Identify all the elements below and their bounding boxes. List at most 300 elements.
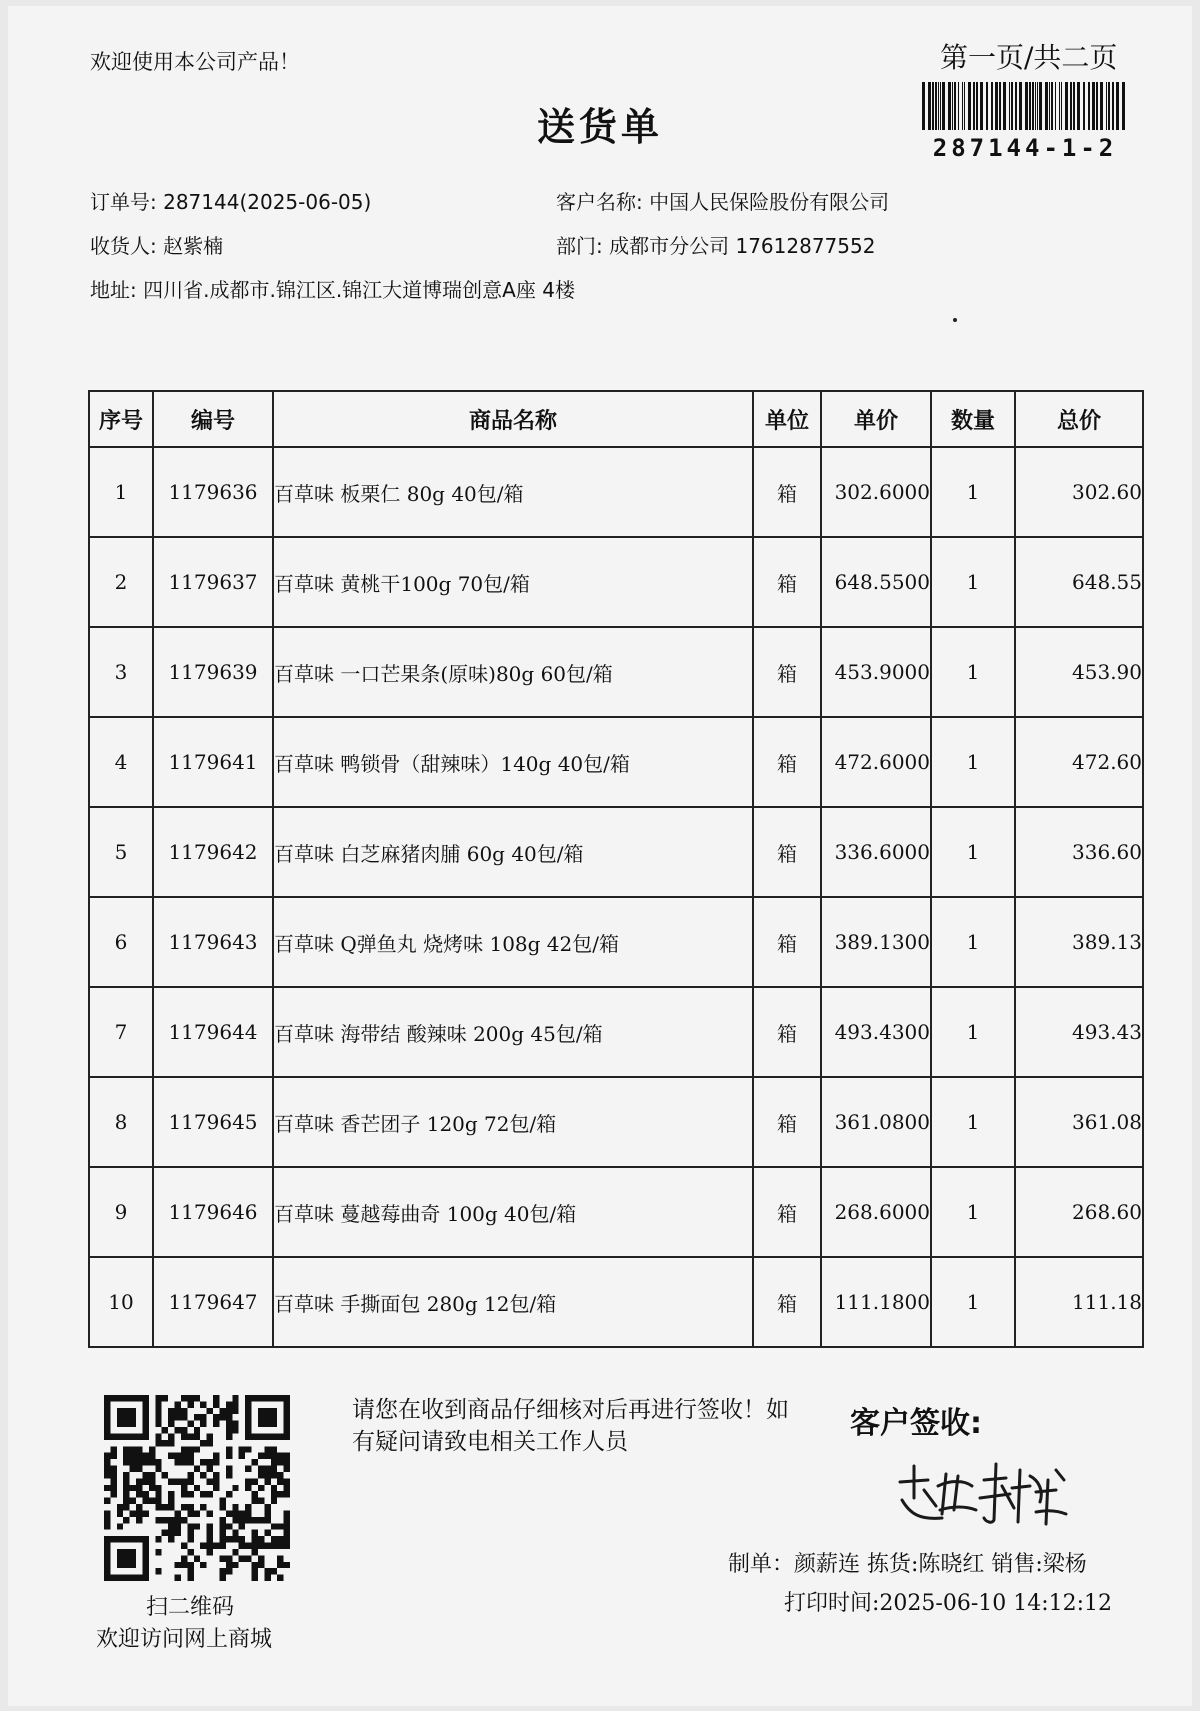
qr-module [142, 1408, 148, 1414]
qr-module [110, 1433, 116, 1439]
cell-unit: 箱 [753, 807, 821, 897]
qr-module [175, 1414, 181, 1420]
table-row [89, 897, 1143, 987]
qr-module [104, 1549, 110, 1555]
qr-module [104, 1517, 110, 1523]
qr-module [117, 1510, 123, 1516]
qr-module [136, 1517, 142, 1523]
qr-module [284, 1478, 290, 1484]
cell-index: 9 [89, 1167, 153, 1257]
qr-module [168, 1453, 174, 1459]
qr-module [258, 1536, 264, 1542]
cell-index: 10 [89, 1257, 153, 1347]
qr-module [219, 1543, 225, 1549]
qr-module [104, 1414, 110, 1420]
qr-module [136, 1446, 142, 1452]
qr-module [284, 1510, 290, 1516]
qr-module [284, 1517, 290, 1523]
qr-module [277, 1472, 283, 1478]
qr-module [130, 1446, 136, 1452]
qr-module [142, 1536, 148, 1542]
qr-module [123, 1459, 129, 1465]
cell-product-name: 百草味 香芒团子 120g 72包/箱 [273, 1077, 753, 1167]
qr-module [123, 1498, 129, 1504]
qr-module [104, 1401, 110, 1407]
cell-unit-price: 472.6000 [821, 717, 931, 807]
qr-module [155, 1504, 161, 1510]
address-label: 地址: [90, 278, 137, 302]
qr-module [162, 1504, 168, 1510]
qr-module [175, 1562, 181, 1568]
table-header-row [89, 391, 1143, 447]
qr-module [136, 1395, 142, 1401]
qr-module [142, 1562, 148, 1568]
qr-module [284, 1459, 290, 1465]
cell-quantity: 1 [931, 1257, 1015, 1347]
qr-module [123, 1549, 129, 1555]
qr-module [284, 1401, 290, 1407]
qr-module [264, 1446, 270, 1452]
qr-module [123, 1504, 129, 1510]
qr-module [207, 1549, 213, 1555]
handwritten-signature [880, 1440, 1090, 1540]
qr-module [142, 1575, 148, 1581]
qr-module [232, 1408, 238, 1414]
qr-module [226, 1414, 232, 1420]
qr-module [207, 1523, 213, 1529]
qr-module [245, 1421, 251, 1427]
qr-module [110, 1536, 116, 1542]
qr-module [271, 1485, 277, 1491]
qr-module [200, 1414, 206, 1420]
qr-module [200, 1504, 206, 1510]
qr-module [123, 1491, 129, 1497]
qr-module [245, 1414, 251, 1420]
qr-module [194, 1427, 200, 1433]
qr-module [245, 1510, 251, 1516]
cell-code: 1179646 [153, 1167, 273, 1257]
qr-module [187, 1568, 193, 1574]
qr-module [207, 1510, 213, 1516]
qr-module [142, 1478, 148, 1484]
qr-module [155, 1401, 161, 1407]
cell-index: 8 [89, 1077, 153, 1167]
qr-module [123, 1485, 129, 1491]
cell-quantity: 1 [931, 897, 1015, 987]
qr-module [136, 1453, 142, 1459]
qr-module [264, 1453, 270, 1459]
qr-module [175, 1517, 181, 1523]
qr-module [264, 1543, 270, 1549]
qr-module [245, 1427, 251, 1433]
cell-unit: 箱 [753, 1167, 821, 1257]
qr-module [264, 1421, 270, 1427]
qr-module [219, 1504, 225, 1510]
qr-module [117, 1549, 123, 1555]
qr-module [252, 1575, 258, 1581]
qr-module [200, 1472, 206, 1478]
qr-module [284, 1433, 290, 1439]
cell-quantity: 1 [931, 1167, 1015, 1257]
qr-module [207, 1466, 213, 1472]
qr-module [187, 1433, 193, 1439]
qr-module [155, 1433, 161, 1439]
qr-module [130, 1485, 136, 1491]
qr-module [175, 1427, 181, 1433]
qr-module [142, 1401, 148, 1407]
qr-module [110, 1466, 116, 1472]
cell-unit: 箱 [753, 537, 821, 627]
qr-module [239, 1510, 245, 1516]
qr-module [149, 1453, 155, 1459]
qr-code-image [104, 1395, 290, 1581]
cell-quantity: 1 [931, 627, 1015, 717]
cell-product-name: 百草味 鸭锁骨（甜辣味）140g 40包/箱 [273, 717, 753, 807]
cell-total: 648.55 [1015, 537, 1143, 627]
qr-module [284, 1453, 290, 1459]
qr-module [136, 1510, 142, 1516]
qr-module [181, 1562, 187, 1568]
qr-module [149, 1472, 155, 1478]
qr-module [187, 1453, 193, 1459]
qr-module [155, 1408, 161, 1414]
qr-module [271, 1568, 277, 1574]
qr-module [213, 1414, 219, 1420]
qr-module [168, 1498, 174, 1504]
qr-module [252, 1498, 258, 1504]
qr-module [207, 1543, 213, 1549]
qr-module [110, 1395, 116, 1401]
qr-module [258, 1543, 264, 1549]
receiver-value: 赵紫楠 [163, 234, 224, 258]
qr-module [194, 1523, 200, 1529]
qr-module [168, 1517, 174, 1523]
qr-module [264, 1510, 270, 1516]
qr-module [123, 1478, 129, 1484]
customer-field [556, 186, 889, 215]
department-value: 成都市分公司 17612877552 [609, 234, 876, 258]
qr-module [245, 1543, 251, 1549]
cell-unit: 箱 [753, 627, 821, 717]
qr-module [117, 1536, 123, 1542]
qr-module [232, 1395, 238, 1401]
qr-module [110, 1485, 116, 1491]
cell-code: 1179637 [153, 537, 273, 627]
cell-unit: 箱 [753, 447, 821, 537]
cell-product-name: 百草味 海带结 酸辣味 200g 45包/箱 [273, 987, 753, 1077]
qr-module [258, 1472, 264, 1478]
qr-module [110, 1446, 116, 1452]
qr-module [117, 1523, 123, 1529]
department-field [556, 230, 875, 259]
qr-module [155, 1536, 161, 1542]
qr-module [258, 1562, 264, 1568]
qr-module [123, 1472, 129, 1478]
staff-info: 制单：颜薪连 拣货:陈晓红 销售:梁杨 [728, 1552, 1087, 1577]
qr-module [252, 1562, 258, 1568]
qr-module [168, 1421, 174, 1427]
cell-unit-price: 361.0800 [821, 1077, 931, 1167]
qr-module [271, 1433, 277, 1439]
qr-module [258, 1395, 264, 1401]
qr-module [226, 1555, 232, 1561]
order-number-field [90, 186, 371, 215]
qr-module [168, 1440, 174, 1446]
qr-module [130, 1395, 136, 1401]
qr-module [130, 1466, 136, 1472]
page-info: 第一页/共二页 [940, 41, 1118, 74]
qr-module [123, 1453, 129, 1459]
qr-module [175, 1575, 181, 1581]
qr-module [252, 1478, 258, 1484]
qr-module [136, 1485, 142, 1491]
cell-product-name: 百草味 白芝麻猪肉脯 60g 40包/箱 [273, 807, 753, 897]
qr-module [264, 1575, 270, 1581]
qr-module [187, 1395, 193, 1401]
table-row [89, 1077, 1143, 1167]
qr-module [194, 1485, 200, 1491]
qr-module [194, 1510, 200, 1516]
qr-module [104, 1395, 110, 1401]
qr-module [277, 1555, 283, 1561]
qr-module [162, 1427, 168, 1433]
qr-module [207, 1408, 213, 1414]
qr-module [175, 1408, 181, 1414]
qr-module [142, 1555, 148, 1561]
qr-module [277, 1575, 283, 1581]
qr-module [181, 1408, 187, 1414]
qr-module [252, 1517, 258, 1523]
qr-module [155, 1421, 161, 1427]
cell-quantity: 1 [931, 807, 1015, 897]
qr-module [264, 1414, 270, 1420]
qr-module [117, 1421, 123, 1427]
qr-module [104, 1485, 110, 1491]
qr-module [194, 1433, 200, 1439]
qr-module [175, 1478, 181, 1484]
cell-index: 3 [89, 627, 153, 717]
qr-module [175, 1453, 181, 1459]
table-row [89, 447, 1143, 537]
qr-module [117, 1504, 123, 1510]
qr-module [142, 1427, 148, 1433]
qr-module [271, 1414, 277, 1420]
qr-module [213, 1478, 219, 1484]
qr-module [155, 1395, 161, 1401]
qr-module [277, 1523, 283, 1529]
qr-module [136, 1575, 142, 1581]
qr-module [104, 1575, 110, 1581]
qr-module [136, 1459, 142, 1465]
header-unit: 单位 [753, 391, 821, 447]
qr-module [155, 1491, 161, 1497]
customer-label: 客户名称: [556, 190, 643, 214]
cell-index: 5 [89, 807, 153, 897]
cell-unit-price: 453.9000 [821, 627, 931, 717]
cell-total: 389.13 [1015, 897, 1143, 987]
qr-module [219, 1414, 225, 1420]
qr-module [117, 1395, 123, 1401]
qr-module [104, 1498, 110, 1504]
cell-total: 336.60 [1015, 807, 1143, 897]
qr-module [142, 1414, 148, 1420]
qr-module [264, 1395, 270, 1401]
stray-dot [953, 318, 957, 322]
cell-total: 453.90 [1015, 627, 1143, 717]
qr-module [181, 1395, 187, 1401]
receipt-notice: 请您在收到商品仔细核对后再进行签收！如有疑问请致电相关工作人员 [352, 1397, 789, 1455]
qr-module [226, 1453, 232, 1459]
qr-module [187, 1401, 193, 1407]
qr-module [104, 1555, 110, 1561]
cell-code: 1179642 [153, 807, 273, 897]
qr-module [271, 1459, 277, 1465]
qr-module [252, 1459, 258, 1465]
header-code: 编号 [153, 391, 273, 447]
qr-module [245, 1555, 251, 1561]
qr-module [175, 1510, 181, 1516]
qr-module [271, 1466, 277, 1472]
qr-module [252, 1543, 258, 1549]
qr-module [226, 1408, 232, 1414]
qr-module [232, 1427, 238, 1433]
qr-module [155, 1568, 161, 1574]
qr-module [239, 1543, 245, 1549]
qr-module [245, 1446, 251, 1452]
qr-module [245, 1466, 251, 1472]
qr-module [194, 1555, 200, 1561]
qr-module [277, 1459, 283, 1465]
qr-module [284, 1536, 290, 1542]
qr-module [142, 1498, 148, 1504]
qr-module [271, 1491, 277, 1497]
qr-module [175, 1523, 181, 1529]
cell-unit-price: 493.4300 [821, 987, 931, 1077]
qr-module [155, 1498, 161, 1504]
qr-module [232, 1549, 238, 1555]
qr-module [123, 1536, 129, 1542]
qr-module [168, 1408, 174, 1414]
qr-module [213, 1421, 219, 1427]
qr-module [181, 1543, 187, 1549]
qr-module [104, 1433, 110, 1439]
qr-module [226, 1401, 232, 1407]
qr-module [123, 1575, 129, 1581]
qr-module [187, 1530, 193, 1536]
cell-code: 1179639 [153, 627, 273, 717]
qr-module [136, 1536, 142, 1542]
qr-module [271, 1498, 277, 1504]
qr-module [104, 1510, 110, 1516]
qr-module [110, 1478, 116, 1484]
qr-module [245, 1408, 251, 1414]
qr-module [168, 1530, 174, 1536]
qr-module [130, 1549, 136, 1555]
address-field [90, 274, 575, 303]
qr-module [271, 1543, 277, 1549]
qr-module [284, 1485, 290, 1491]
qr-module [168, 1523, 174, 1529]
qr-module [284, 1543, 290, 1549]
header-unit-price: 单价 [821, 391, 931, 447]
qr-module [245, 1433, 251, 1439]
cell-product-name: 百草味 手撕面包 280g 12包/箱 [273, 1257, 753, 1347]
qr-module [104, 1466, 110, 1472]
qr-module [181, 1485, 187, 1491]
qr-module [258, 1414, 264, 1420]
qr-module [264, 1466, 270, 1472]
qr-module [104, 1459, 110, 1465]
qr-module [110, 1472, 116, 1478]
cell-index: 6 [89, 897, 153, 987]
qr-module [232, 1562, 238, 1568]
qr-module [226, 1562, 232, 1568]
qr-module [277, 1478, 283, 1484]
qr-module [104, 1562, 110, 1568]
header-index: 序号 [89, 391, 153, 447]
print-time: 打印时间:2025-06-10 14:12:12 [784, 1591, 1113, 1616]
qr-module [175, 1530, 181, 1536]
cell-code: 1179645 [153, 1077, 273, 1167]
qr-module [284, 1421, 290, 1427]
qr-module [168, 1504, 174, 1510]
qr-module [168, 1478, 174, 1484]
qr-module [232, 1510, 238, 1516]
qr-module [187, 1562, 193, 1568]
qr-module [168, 1491, 174, 1497]
qr-module [130, 1453, 136, 1459]
qr-module [162, 1517, 168, 1523]
qr-module [277, 1491, 283, 1497]
qr-module [213, 1543, 219, 1549]
qr-module [232, 1485, 238, 1491]
cell-unit-price: 648.5500 [821, 537, 931, 627]
qr-module [104, 1408, 110, 1414]
qr-module [181, 1446, 187, 1452]
qr-module [175, 1401, 181, 1407]
qr-module [200, 1401, 206, 1407]
cell-quantity: 1 [931, 717, 1015, 807]
qr-module [200, 1459, 206, 1465]
qr-module [258, 1433, 264, 1439]
qr-module [175, 1459, 181, 1465]
qr-module [123, 1414, 129, 1420]
qr-module [181, 1459, 187, 1465]
cell-unit-price: 268.6000 [821, 1167, 931, 1257]
qr-module [194, 1466, 200, 1472]
cell-product-name: 百草味 蔓越莓曲奇 100g 40包/箱 [273, 1167, 753, 1257]
qr-module [123, 1408, 129, 1414]
qr-module [239, 1555, 245, 1561]
qr-module [123, 1421, 129, 1427]
qr-module [187, 1504, 193, 1510]
qr-module [187, 1478, 193, 1484]
qr-module [264, 1568, 270, 1574]
qr-module [258, 1408, 264, 1414]
cell-unit-price: 336.6000 [821, 807, 931, 897]
qr-module [226, 1446, 232, 1452]
cell-code: 1179643 [153, 897, 273, 987]
cell-index: 1 [89, 447, 153, 537]
qr-module [213, 1453, 219, 1459]
qr-module [130, 1536, 136, 1542]
qr-module [207, 1433, 213, 1439]
qr-module [284, 1491, 290, 1497]
qr-module [162, 1530, 168, 1536]
qr-module [226, 1536, 232, 1542]
qr-module [130, 1498, 136, 1504]
qr-module [219, 1517, 225, 1523]
